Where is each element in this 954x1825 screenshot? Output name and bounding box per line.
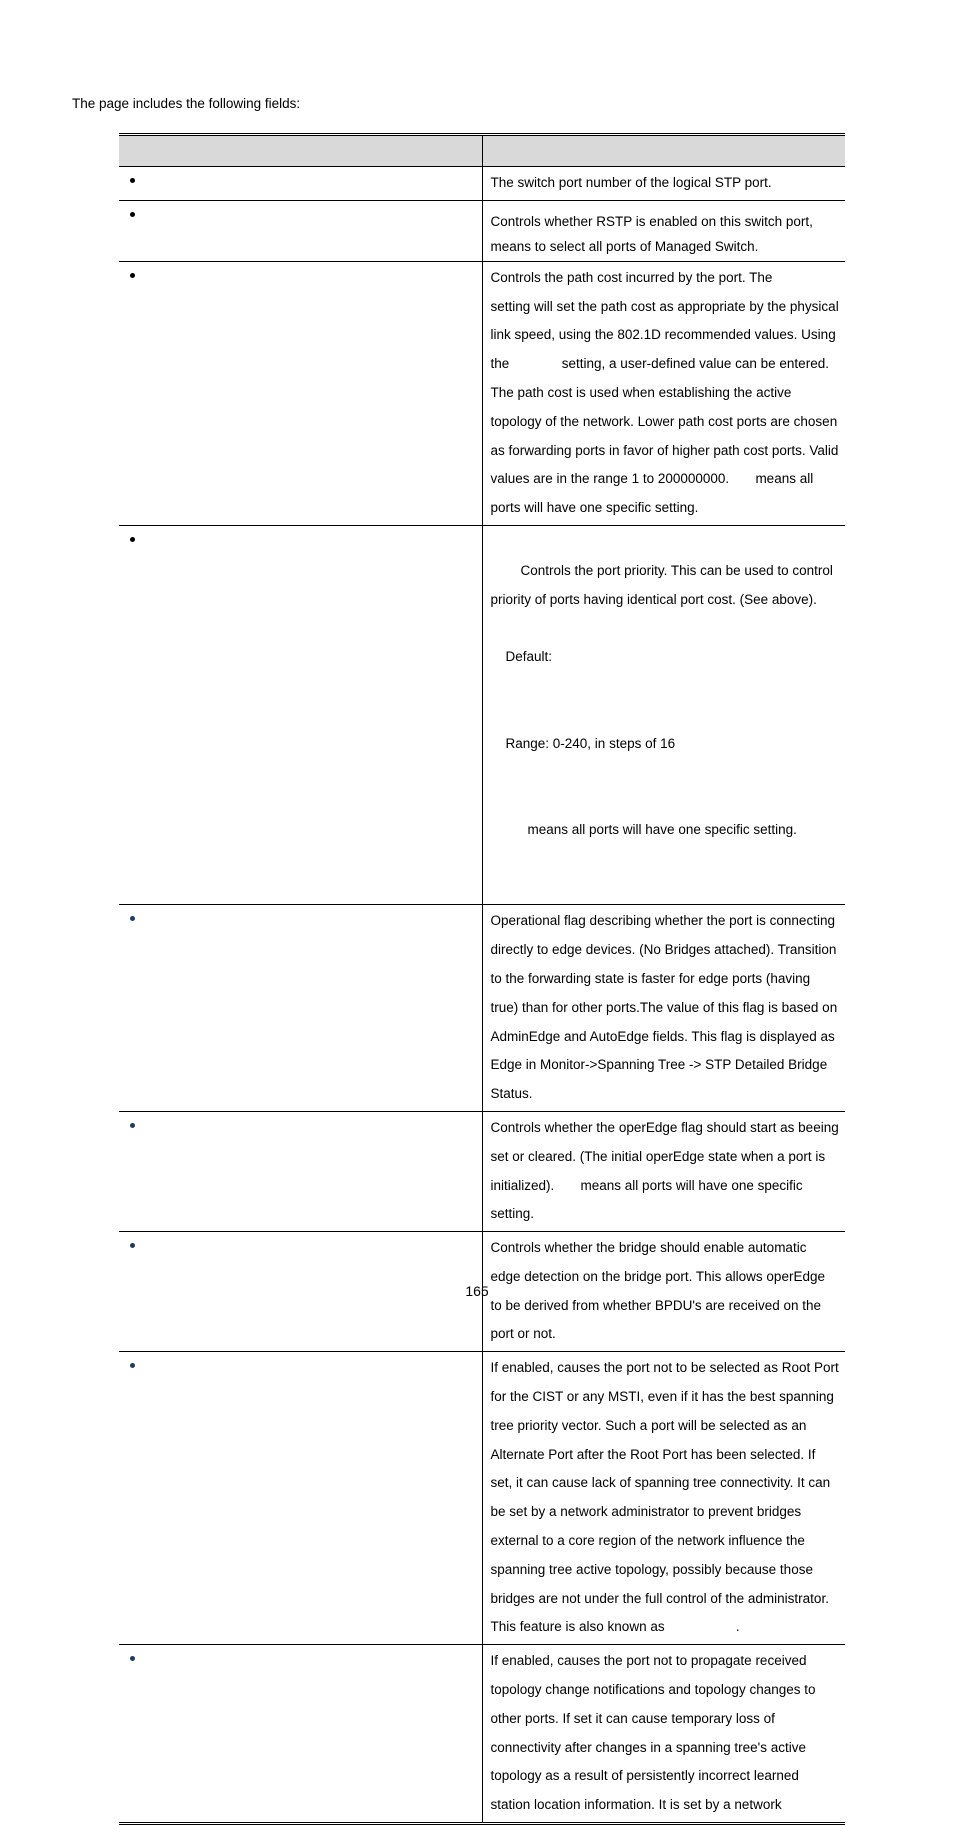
table-row — [119, 167, 845, 201]
table-header-row — [119, 135, 845, 167]
bullet-icon — [130, 212, 135, 217]
row-line: Range: 0-240, in steps of 16 — [505, 735, 676, 751]
header-description — [482, 135, 845, 167]
row-description: If enabled, causes the port not to propagate received topology change notifications and topology changes to other ports. If set it can cause temporary loss of connectivity after changes in a spanning tree's active topology as a result of persistently incorrect learned station location information. It is set by a network — [482, 1645, 845, 1824]
header-object — [119, 135, 482, 167]
bullet-icon — [130, 916, 135, 921]
row-description: Controls whether the operEdge flag should start as beeing set or cleared. (The initial operEdge state when a port is initialized). means all ports will have one specific setting. — [482, 1111, 845, 1231]
table-row — [119, 905, 845, 1112]
row-description: Controls the path cost incurred by the port. The setting will set the path cost as appropriate by the physical link speed, using the 802.1D recommended values. Using the setting, a user-defined value can be entered. The path cost is used when establishing the active topology of the network. Lower path cost ports are chosen as forwarding ports in favor of higher path cost ports. Valid values are in the range 1 to 200000000. means all ports will have one specific setting. — [482, 261, 845, 525]
intro-text: The page includes the following fields: — [72, 96, 301, 111]
table-row — [119, 200, 845, 261]
bullet-icon — [130, 1656, 135, 1661]
table-row — [119, 1645, 845, 1824]
row-line: Controls the port priority. This can be used to control priority of ports having identical port cost. (See above). — [490, 562, 837, 607]
row-description: Controls whether the bridge should enable automatic edge detection on the bridge port. This allows operEdge to be derived from whether BPDU's are received on the port or not. — [482, 1232, 845, 1352]
row-description: Controls whether RSTP is enabled on this switch port, means to select all ports of Managed Switch. — [482, 200, 845, 261]
row-line: Default: — [505, 649, 553, 665]
row-description: The switch port number of the logical STP port. — [482, 167, 845, 201]
table-row — [119, 525, 845, 904]
bullet-icon — [130, 178, 135, 183]
row-description — [482, 525, 845, 904]
bullet-icon — [130, 273, 135, 278]
bullet-icon — [130, 1123, 135, 1128]
fields-table — [119, 133, 874, 1825]
table-row — [119, 1111, 845, 1231]
bullet-icon — [130, 537, 135, 542]
row-line: means all ports will have one specific setting. — [527, 821, 797, 837]
table-row — [119, 261, 845, 525]
row-description: If enabled, causes the port not to be selected as Root Port for the CIST or any MSTI, even if it has the best spanning tree priority vector. Such a port will be selected as an Alternate Port after the Root Port has been selected. If set, it can cause lack of spanning tree connectivity. It can be set by a network administrator to prevent bridges external to a core region of the network influence the spanning tree active topology, possibly because those bridges are not under the full control of the administrator. This feature is also known as . — [482, 1352, 845, 1645]
bullet-icon — [130, 1243, 135, 1248]
bullet-icon — [130, 1363, 135, 1368]
row-description: Operational flag describing whether the port is connecting directly to edge devices. (No Bridges attached). Transition to the forwarding state is faster for edge ports (having true) than for other ports.The value of this flag is based on AdminEdge and AutoEdge fields. This flag is displayed as Edge in Monitor->Spanning Tree -> STP Detailed Bridge Status. — [482, 905, 845, 1112]
table-row — [119, 1352, 845, 1645]
page-number: 165 — [465, 1283, 489, 1299]
